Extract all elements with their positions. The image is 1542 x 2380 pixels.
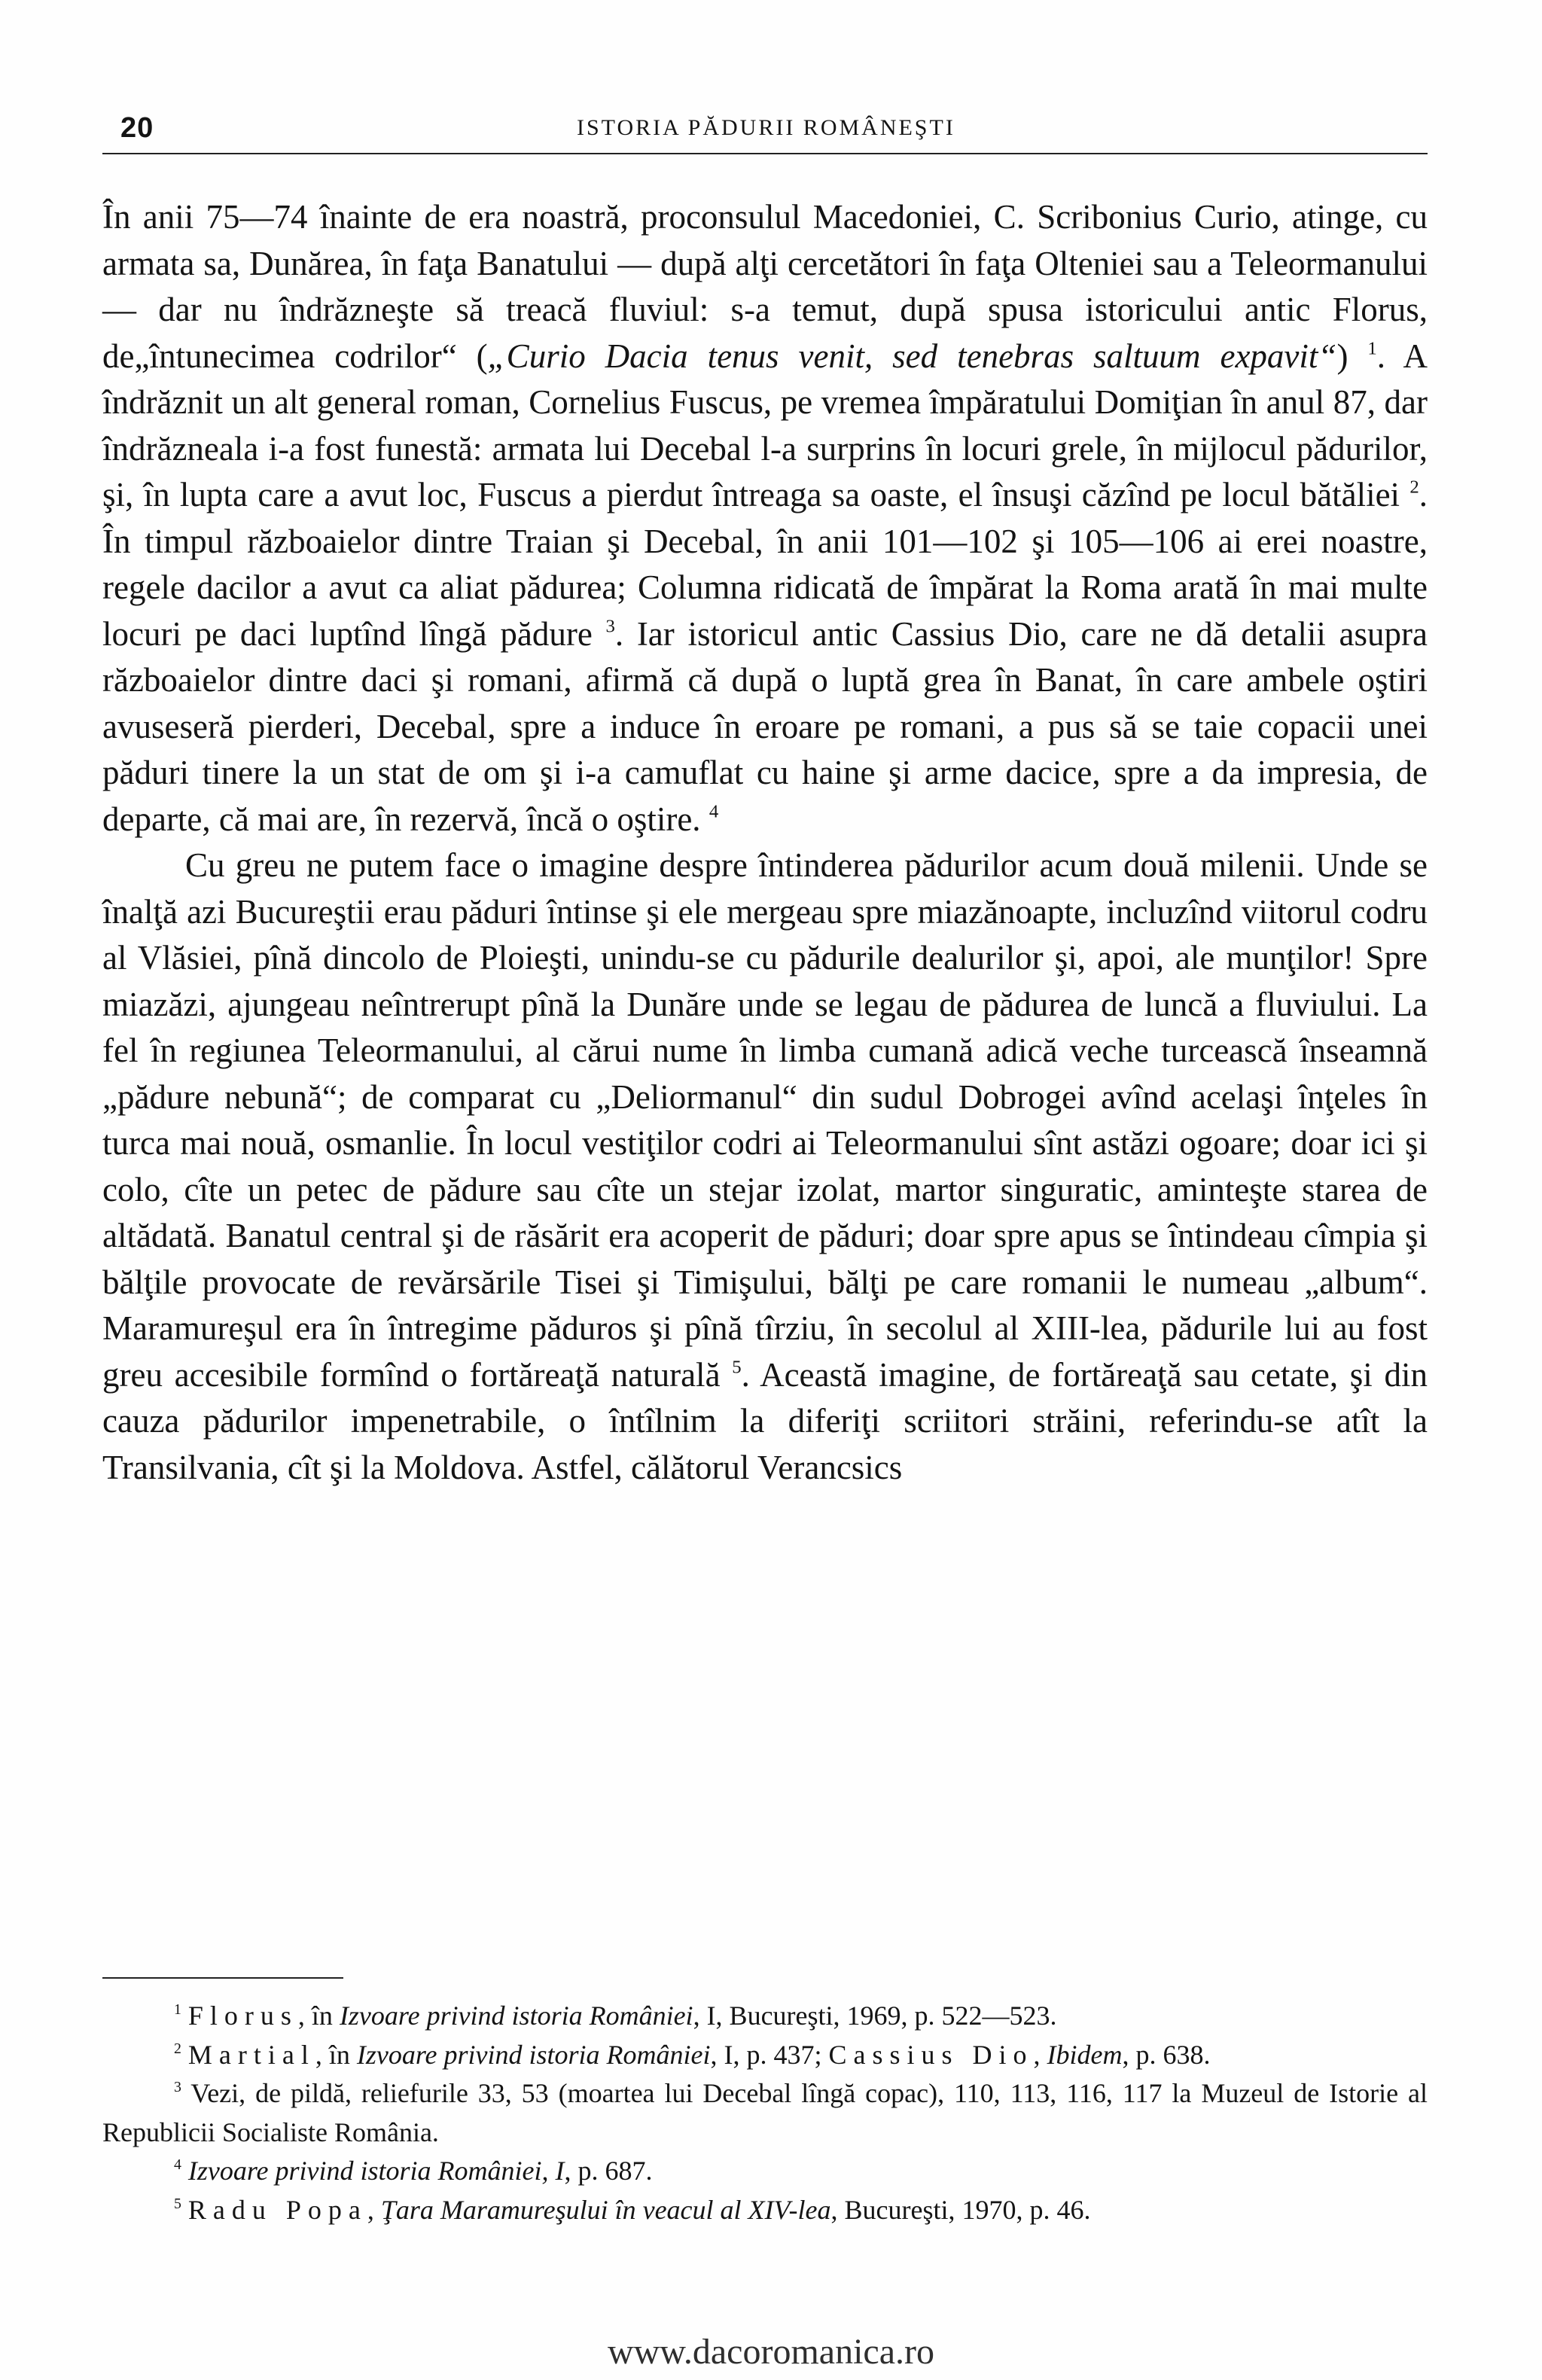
footnote-text: , <box>367 2194 381 2225</box>
running-title: ISTORIA PĂDURII ROMÂNEŞTI <box>577 115 955 140</box>
footnote-author: Radu Popa <box>187 2194 367 2225</box>
footnote-author: Florus <box>187 2001 298 2031</box>
footnote-author: Cassius Dio <box>828 2039 1034 2070</box>
footnote-1 <box>102 1997 1428 2036</box>
footnote-ref-5[interactable]: 5 <box>732 1357 742 1378</box>
header-rule <box>102 153 1428 154</box>
page-number: 20 <box>120 112 154 144</box>
paragraph-text: . În timpul războaielor dintre Traian şi Decebal, în anii 101—102 şi 105—106 ai erei noastre, regele dacilor a avut ca aliat pădurea; Columna ridicată de împărat la Roma arată în mai multe locuri pe daci luptînd lîngă pădure <box>102 476 1428 653</box>
footnote-2 <box>102 2036 1428 2075</box>
footnote-number: 3 <box>174 2079 181 2096</box>
footnote-text: , I, p. 437; <box>710 2039 829 2070</box>
footnote-4 <box>102 2152 1428 2191</box>
footnote-text: , Bucureşti, 1970, p. 46. <box>830 2194 1091 2225</box>
footnote-number: 2 <box>174 2040 181 2057</box>
footnote-ref-2[interactable]: 2 <box>1409 477 1419 498</box>
footnote-ibidem: Ibidem <box>1047 2039 1123 2070</box>
footnote-number: 4 <box>174 2156 181 2174</box>
paragraph-1 <box>102 194 1428 843</box>
footnote-text: Vezi, de pildă, reliefurile 33, 53 (moartea lui Decebal lîngă copac), 110, 113, 116, 117 la Muzeul de Istorie al Republicii Socialiste România. <box>102 2078 1428 2147</box>
page-header <box>102 109 1428 154</box>
paragraph-text: . Această imagine, de fortăreaţă sau cetate, şi din cauza pădurilor impenetrabile, o întîlnim la diferiţi scriitori străini, referindu-se atît la Transilvania, cît şi la Moldova. Astfel, călătorul Verancsics <box>102 1355 1428 1486</box>
paragraph-text: ) <box>1336 337 1368 375</box>
footnote-title: Izvoare privind istoria României <box>356 2039 711 2070</box>
body-text <box>102 194 1428 1491</box>
footnote-text: , I, Bucureşti, 1969, p. 522—523. <box>693 2001 1057 2031</box>
footnote-title: Izvoare privind istoria României <box>339 2001 693 2031</box>
footnote-number: 5 <box>174 2195 181 2212</box>
latin-quote: „Curio Dacia tenus venit, sed tenebras saltuum expavit“ <box>487 337 1337 375</box>
footnote-text: , p. 687. <box>564 2156 653 2186</box>
footnote-author: Martial <box>187 2039 315 2070</box>
footnote-rule <box>102 1977 343 1979</box>
paragraph-text: Cu greu ne putem face o imagine despre întinderea pădurilor acum două milenii. Unde se înalţă azi Bucureştii erau păduri întinse şi ele mergeau spre miazănoapte, incluzînd viitorul codru al Vlăsiei, pînă dincolo de Ploieşti, unindu-se cu pădurile dealurilor şi, apoi, ale munţilor! Spre miazăzi, ajungeau neîntrerupt pînă la Dunăre unde se legau de pădurea de luncă a fluviului. La fel în regiunea Teleormanului, al cărui nume în limba cumană adică veche turcească înseamnă „pădure nebună“; de comparat cu „Deliormanul“ din sudul Dobrogei avînd acelaşi înţeles în turca mai nouă, osmanlie. În locul vestiţilor codri ai Teleormanului sînt astăzi ogoare; doar ici şi colo, cîte un petec de pădure sau cîte un stejar izolat, martor singuratic, aminteşte starea de altădată. Banatul central şi de răsărit era acoperit de păduri; doar spre apus se întindeau cîmpia şi bălţile provocate de revărsările Tisei şi Timişului, bălţi pe care romanii le numeau „album“. Maramureşul era în întregime păduros şi pînă tîrziu, în secolul al XIII-lea, pădurile lui au fost greu accesibile formînd o fortăreaţă naturală <box>102 846 1428 1394</box>
footnote-text: , în <box>297 2001 340 2031</box>
footnote-ref-1[interactable]: 1 <box>1367 338 1377 359</box>
paragraph-text: În anii 75—74 înainte de era noastră, proconsulul Macedoniei, C. Scribonius Curio, atinge, cu armata sa, Dunărea, în faţa Banatului — după alţi cercetători în faţa Olteniei sau a Teleormanului — dar nu îndrăzneşte să treacă fluviul: s-a temut, după spusa istoricului antic Florus, de„întunecimea codrilor“ ( <box>102 198 1428 375</box>
paragraph-2 <box>102 843 1428 1491</box>
footnote-number: 1 <box>174 2001 181 2019</box>
paragraph-text: . Iar istoricul antic Cassius Dio, care ne dă detalii asupra războaielor dintre daci şi romani, afirmă că după o luptă grea în Banat, în care ambele oştiri avuseseră pierderi, Decebal, spre a induce în eroare pe romani, a pus să se taie copacii unei păduri tinere la un stat de om şi i-a camuflat cu haine şi arme dacice, spre a da impresia, de departe, că mai are, în rezervă, încă o oştire. <box>102 614 1428 838</box>
footnote-3 <box>102 2074 1428 2152</box>
footnote-5 <box>102 2191 1428 2230</box>
footnote-text: , p. 638. <box>1122 2039 1211 2070</box>
footnote-title: Ţara Maramureşului în veacul al XIV-lea <box>380 2194 831 2225</box>
footnote-title: Izvoare privind istoria României, I <box>187 2156 565 2186</box>
footnote-text: , <box>1033 2039 1047 2070</box>
footnote-ref-3[interactable]: 3 <box>605 616 615 637</box>
footnote-ref-4[interactable]: 4 <box>709 801 719 822</box>
paragraph-text: . A îndrăznit un alt general roman, Cornelius Fuscus, pe vremea împăratului Domiţian în anul 87, dar îndrăzneala i-a fost funestă: armata lui Decebal l-a surprins în locuri grele, în mijlocul pădurilor, şi, în lupta care a avut loc, Fuscus a pierdut întreaga sa oaste, el însuşi căzînd pe locul bătăliei <box>102 337 1428 513</box>
footnotes <box>102 1997 1428 2229</box>
footnote-text: , în <box>315 2039 357 2070</box>
website-watermark[interactable]: www.dacoromanica.ro <box>607 2332 935 2372</box>
